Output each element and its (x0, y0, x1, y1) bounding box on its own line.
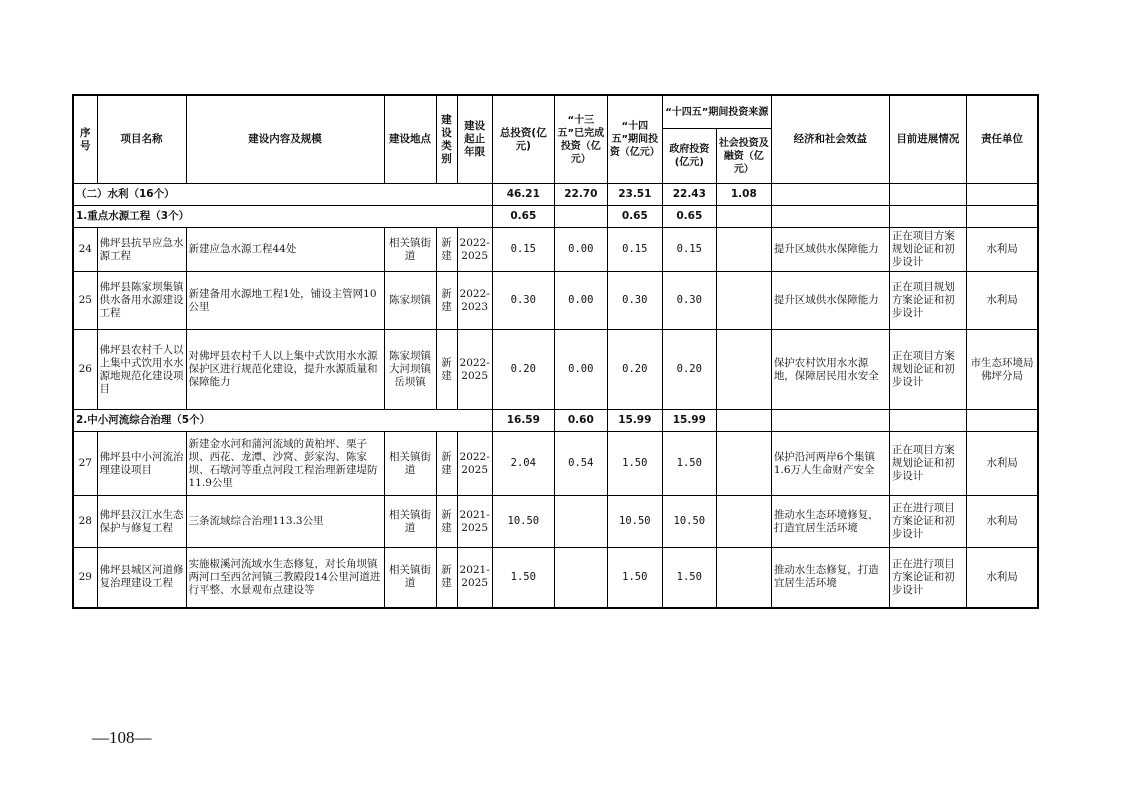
row-social (716, 228, 771, 272)
header-progress: 目前进展情况 (889, 95, 966, 184)
category-total: 46.21 (492, 184, 554, 206)
table-row (73, 228, 1038, 272)
row-category: 新建 (436, 272, 457, 330)
header-category: 建设类别 (436, 95, 457, 184)
header-source: “十四五”期间投资来源 (662, 95, 771, 129)
row-total: 2.04 (492, 432, 554, 496)
header-name: 项目名称 (97, 95, 186, 184)
section-label: 1.重点水源工程（3个） (73, 206, 492, 228)
header-unit: 责任单位 (966, 95, 1038, 184)
category-row (73, 184, 1038, 206)
row-name: 佛坪县中小河流治理建设项目 (97, 432, 186, 496)
row-inv14: 1.50 (607, 548, 662, 608)
row-gov: 1.50 (662, 548, 716, 608)
empty-cell (966, 410, 1038, 432)
header-row-1 (73, 95, 1038, 129)
row-name: 佛坪县城区河道修复治理建设工程 (97, 548, 186, 608)
row-benefit: 推动水生态环境修复，打造宜居生活环境 (771, 496, 889, 548)
row-done13: 0.54 (554, 432, 607, 496)
page-number: —108— (92, 728, 152, 747)
section-gov: 15.99 (662, 410, 716, 432)
row-location: 陈家坝镇大河坝镇岳坝镇 (384, 330, 436, 410)
section-done13 (554, 206, 607, 228)
row-progress: 正在进行项目方案论证和初步设计 (889, 496, 966, 548)
row-unit: 水利局 (966, 228, 1038, 272)
row-progress: 正在项目规划方案论证和初步设计 (889, 272, 966, 330)
row-years: 2022-2025 (457, 432, 492, 496)
row-content: 实施椒溪河流域水生态修复，对长角坝镇两河口至西岔河镇三教殿段14公里河道进行平整、水景观布点建设等 (186, 548, 384, 608)
table-row (73, 330, 1038, 410)
header-social: 社会投资及融资（亿元） (716, 129, 771, 184)
section-row (73, 206, 1038, 228)
row-unit: 水利局 (966, 496, 1038, 548)
row-benefit: 提升区域供水保障能力 (771, 228, 889, 272)
table-row (73, 496, 1038, 548)
row-location: 相关镇街道 (384, 548, 436, 608)
header-benefit: 经济和社会效益 (771, 95, 889, 184)
header-seq: 序号 (73, 95, 97, 184)
row-content: 新建备用水源地工程1处，铺设主管网10公里 (186, 272, 384, 330)
row-gov: 0.15 (662, 228, 716, 272)
row-seq: 25 (73, 272, 97, 330)
category-gov: 22.43 (662, 184, 716, 206)
row-name: 佛坪县汉江水生态保护与修复工程 (97, 496, 186, 548)
row-location: 相关镇街道 (384, 228, 436, 272)
row-category: 新建 (436, 548, 457, 608)
row-social (716, 496, 771, 548)
row-total: 0.20 (492, 330, 554, 410)
row-location: 相关镇街道 (384, 496, 436, 548)
section-label: 2.中小河流综合治理（5个） (73, 410, 492, 432)
table-row (73, 548, 1038, 608)
section-gov: 0.65 (662, 206, 716, 228)
empty-cell (966, 206, 1038, 228)
row-location: 陈家坝镇 (384, 272, 436, 330)
header-done13: “十三五”已完成投资（亿元） (554, 95, 607, 184)
empty-cell (889, 410, 966, 432)
row-done13: 0.00 (554, 272, 607, 330)
row-content: 三条流域综合治理113.3公里 (186, 496, 384, 548)
row-name: 佛坪县抗旱应急水源工程 (97, 228, 186, 272)
row-years: 2021-2025 (457, 496, 492, 548)
header-location: 建设地点 (384, 95, 436, 184)
category-label: （二）水利（16个） (73, 184, 492, 206)
row-progress: 正在项目方案规划论证和初步设计 (889, 330, 966, 410)
row-done13 (554, 496, 607, 548)
row-inv14: 1.50 (607, 432, 662, 496)
row-inv14: 10.50 (607, 496, 662, 548)
row-category: 新建 (436, 432, 457, 496)
row-seq: 26 (73, 330, 97, 410)
section-social (716, 410, 771, 432)
empty-cell (966, 184, 1038, 206)
row-total: 0.30 (492, 272, 554, 330)
empty-cell (771, 184, 889, 206)
row-benefit: 保护农村饮用水水源地，保障居民用水安全 (771, 330, 889, 410)
project-table (72, 94, 1039, 609)
row-unit: 水利局 (966, 432, 1038, 496)
header-gov: 政府投资(亿元) (662, 129, 716, 184)
table-row (73, 272, 1038, 330)
row-inv14: 0.30 (607, 272, 662, 330)
row-total: 10.50 (492, 496, 554, 548)
row-done13: 0.00 (554, 228, 607, 272)
section-row (73, 410, 1038, 432)
row-benefit: 保护沿河两岸6个集镇1.6万人生命财产安全 (771, 432, 889, 496)
row-inv14: 0.20 (607, 330, 662, 410)
section-total: 16.59 (492, 410, 554, 432)
row-social (716, 272, 771, 330)
row-name: 佛坪县陈家坝集镇供水备用水源建设工程 (97, 272, 186, 330)
row-years: 2021-2025 (457, 548, 492, 608)
row-total: 1.50 (492, 548, 554, 608)
row-benefit: 提升区域供水保障能力 (771, 272, 889, 330)
category-inv14: 23.51 (607, 184, 662, 206)
row-gov: 1.50 (662, 432, 716, 496)
row-social (716, 432, 771, 496)
row-gov: 10.50 (662, 496, 716, 548)
row-category: 新建 (436, 496, 457, 548)
empty-cell (889, 184, 966, 206)
row-gov: 0.30 (662, 272, 716, 330)
row-seq: 24 (73, 228, 97, 272)
row-unit: 市生态环境局佛坪分局 (966, 330, 1038, 410)
row-done13 (554, 548, 607, 608)
section-inv14: 15.99 (607, 410, 662, 432)
row-location: 相关镇街道 (384, 432, 436, 496)
empty-cell (771, 410, 889, 432)
table-row (73, 432, 1038, 496)
empty-cell (889, 206, 966, 228)
row-content: 对佛坪县农村千人以上集中式饮用水水源保护区进行规范化建设，提升水源质量和保障能力 (186, 330, 384, 410)
row-unit: 水利局 (966, 272, 1038, 330)
row-category: 新建 (436, 228, 457, 272)
row-years: 2022-2025 (457, 330, 492, 410)
row-gov: 0.20 (662, 330, 716, 410)
row-years: 2022-2025 (457, 228, 492, 272)
row-unit: 水利局 (966, 548, 1038, 608)
row-content: 新建金水河和蒲河流域的黄柏坪、栗子坝、西花、龙潭、沙窝、彭家沟、陈家坝、石墩河等重点河段工程治理新建堤防11.9公里 (186, 432, 384, 496)
row-years: 2022-2023 (457, 272, 492, 330)
section-inv14: 0.65 (607, 206, 662, 228)
row-seq: 28 (73, 496, 97, 548)
section-social (716, 206, 771, 228)
row-inv14: 0.15 (607, 228, 662, 272)
header-years: 建设起止年限 (457, 95, 492, 184)
empty-cell (771, 206, 889, 228)
section-done13: 0.60 (554, 410, 607, 432)
header-inv14: “十四五”期间投资（亿元） (607, 95, 662, 184)
row-social (716, 548, 771, 608)
row-seq: 29 (73, 548, 97, 608)
row-category: 新建 (436, 330, 457, 410)
row-social (716, 330, 771, 410)
category-social: 1.08 (716, 184, 771, 206)
row-progress: 正在进行项目方案论证和初步设计 (889, 548, 966, 608)
row-name: 佛坪县农村千人以上集中式饮用水水源地规范化建设项目 (97, 330, 186, 410)
section-total: 0.65 (492, 206, 554, 228)
header-total: 总投资(亿元) (492, 95, 554, 184)
row-total: 0.15 (492, 228, 554, 272)
table-body (73, 184, 1038, 608)
header-content: 建设内容及规模 (186, 95, 384, 184)
category-done13: 22.70 (554, 184, 607, 206)
row-progress: 正在项目方案规划论证和初步设计 (889, 432, 966, 496)
row-benefit: 推动水生态修复，打造宜居生活环境 (771, 548, 889, 608)
row-progress: 正在项目方案规划论证和初步设计 (889, 228, 966, 272)
row-done13: 0.00 (554, 330, 607, 410)
row-seq: 27 (73, 432, 97, 496)
row-content: 新建应急水源工程44处 (186, 228, 384, 272)
